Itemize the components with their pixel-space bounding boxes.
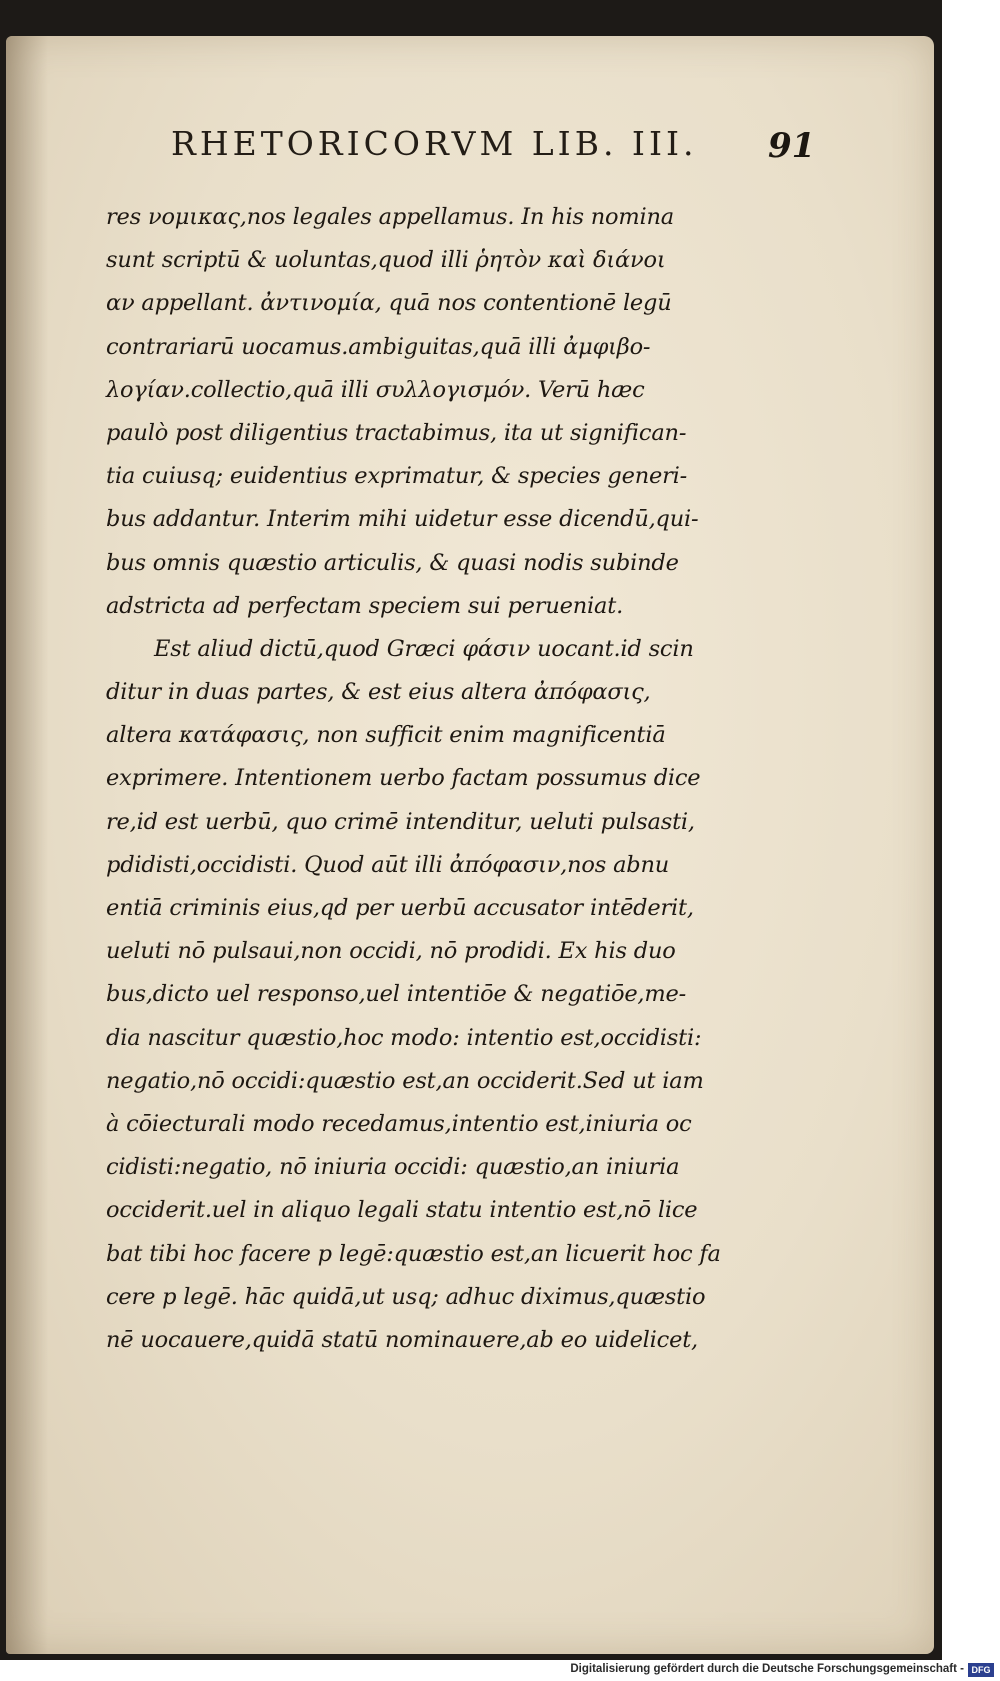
text-line: ueluti nō pulsaui,non occidi, nō prodidi. Ex his duo: [106, 938, 676, 965]
text-line: bus addantur. Interim mihi uidetur esse dicendū,qui-: [106, 506, 699, 533]
text-line: bus,dicto uel responso,uel intentiōe & negatiōe,me-: [106, 981, 687, 1008]
gutter-shadow: [6, 36, 48, 1654]
text-line: cere p legē. hāc quidā,ut usq; adhuc diximus,quæstio: [106, 1283, 706, 1310]
paragraph-start-line: Est aliud dictū,quod Græci φάσιν uocant.id scin: [154, 635, 694, 662]
text-block: [106, 196, 756, 1362]
dfg-logo-icon: DFG: [968, 1663, 994, 1677]
text-line: entiā criminis eius,qd per uerbū accusator intēderit,: [106, 895, 694, 921]
text-line: αν appellant. ἀντινομία, quā nos contentionē legū: [106, 290, 672, 317]
text-line: λογίαν.collectio,quā illi συλλογισμόν. Verū hæc: [106, 376, 645, 403]
text-line: altera κατάφασις, non sufficit enim magnificentiā: [106, 722, 666, 749]
text-line: à cōiecturali modo recedamus,intentio est,iniuria oc: [106, 1110, 692, 1137]
text-line: paulò post diligentius tractabimus, ita ut significan-: [106, 419, 687, 446]
text-line: nē uocauere,quidā statū nominauere,ab eo uidelicet,: [106, 1326, 698, 1353]
text-line: adstricta ad perfectam speciem sui perueniat.: [106, 592, 624, 619]
text-line: pdidisti,occidisti. Quod aūt illi ἀπόφασιν,nos abnu: [106, 851, 670, 878]
text-line: bat tibi hoc facere p legē:quæstio est,an licuerit hoc fa: [106, 1240, 721, 1267]
text-line: res νομικας,nos legales appellamus. In his nomina: [106, 204, 675, 230]
text-line: ditur in duas partes, & est eius altera ἀπόφασις,: [106, 679, 651, 706]
text-line: bus omnis quæstio articulis, & quasi nodis subinde: [106, 549, 679, 576]
text-line: exprimere. Intentionem uerbo factam possumus dice: [106, 765, 701, 792]
text-line: contrariarū uocamus.ambiguitas,quā illi ἀμφιβο-: [106, 333, 651, 360]
text-line: occiderit.uel in aliquo legali statu intentio est,nō lice: [106, 1197, 698, 1224]
page-number: 91: [768, 126, 816, 166]
book-page: [6, 36, 934, 1654]
text-line: re,id est uerbū, quo crimē intenditur, ueluti pulsasti,: [106, 808, 695, 835]
text-line: dia nascitur quæstio,hoc modo: intentio est,occidisti:: [106, 1024, 702, 1051]
running-head: RHETORICORVM LIB. III.: [171, 124, 698, 163]
text-line: sunt scriptū & uoluntas,quod illi ῥητὸν καὶ διάνοι: [106, 247, 666, 274]
text-line: tia cuiusq; euidentius exprimatur, & species generi-: [106, 463, 688, 490]
digitization-credit: Digitalisierung gefördert durch die Deutsche Forschungsgemeinschaft -: [570, 1663, 964, 1675]
text-line: negatio,nō occidi:quæstio est,an occiderit.Sed ut iam: [106, 1067, 704, 1094]
text-line: cidisti:negatio, nō iniuria occidi: quæstio,an iniuria: [106, 1154, 680, 1181]
